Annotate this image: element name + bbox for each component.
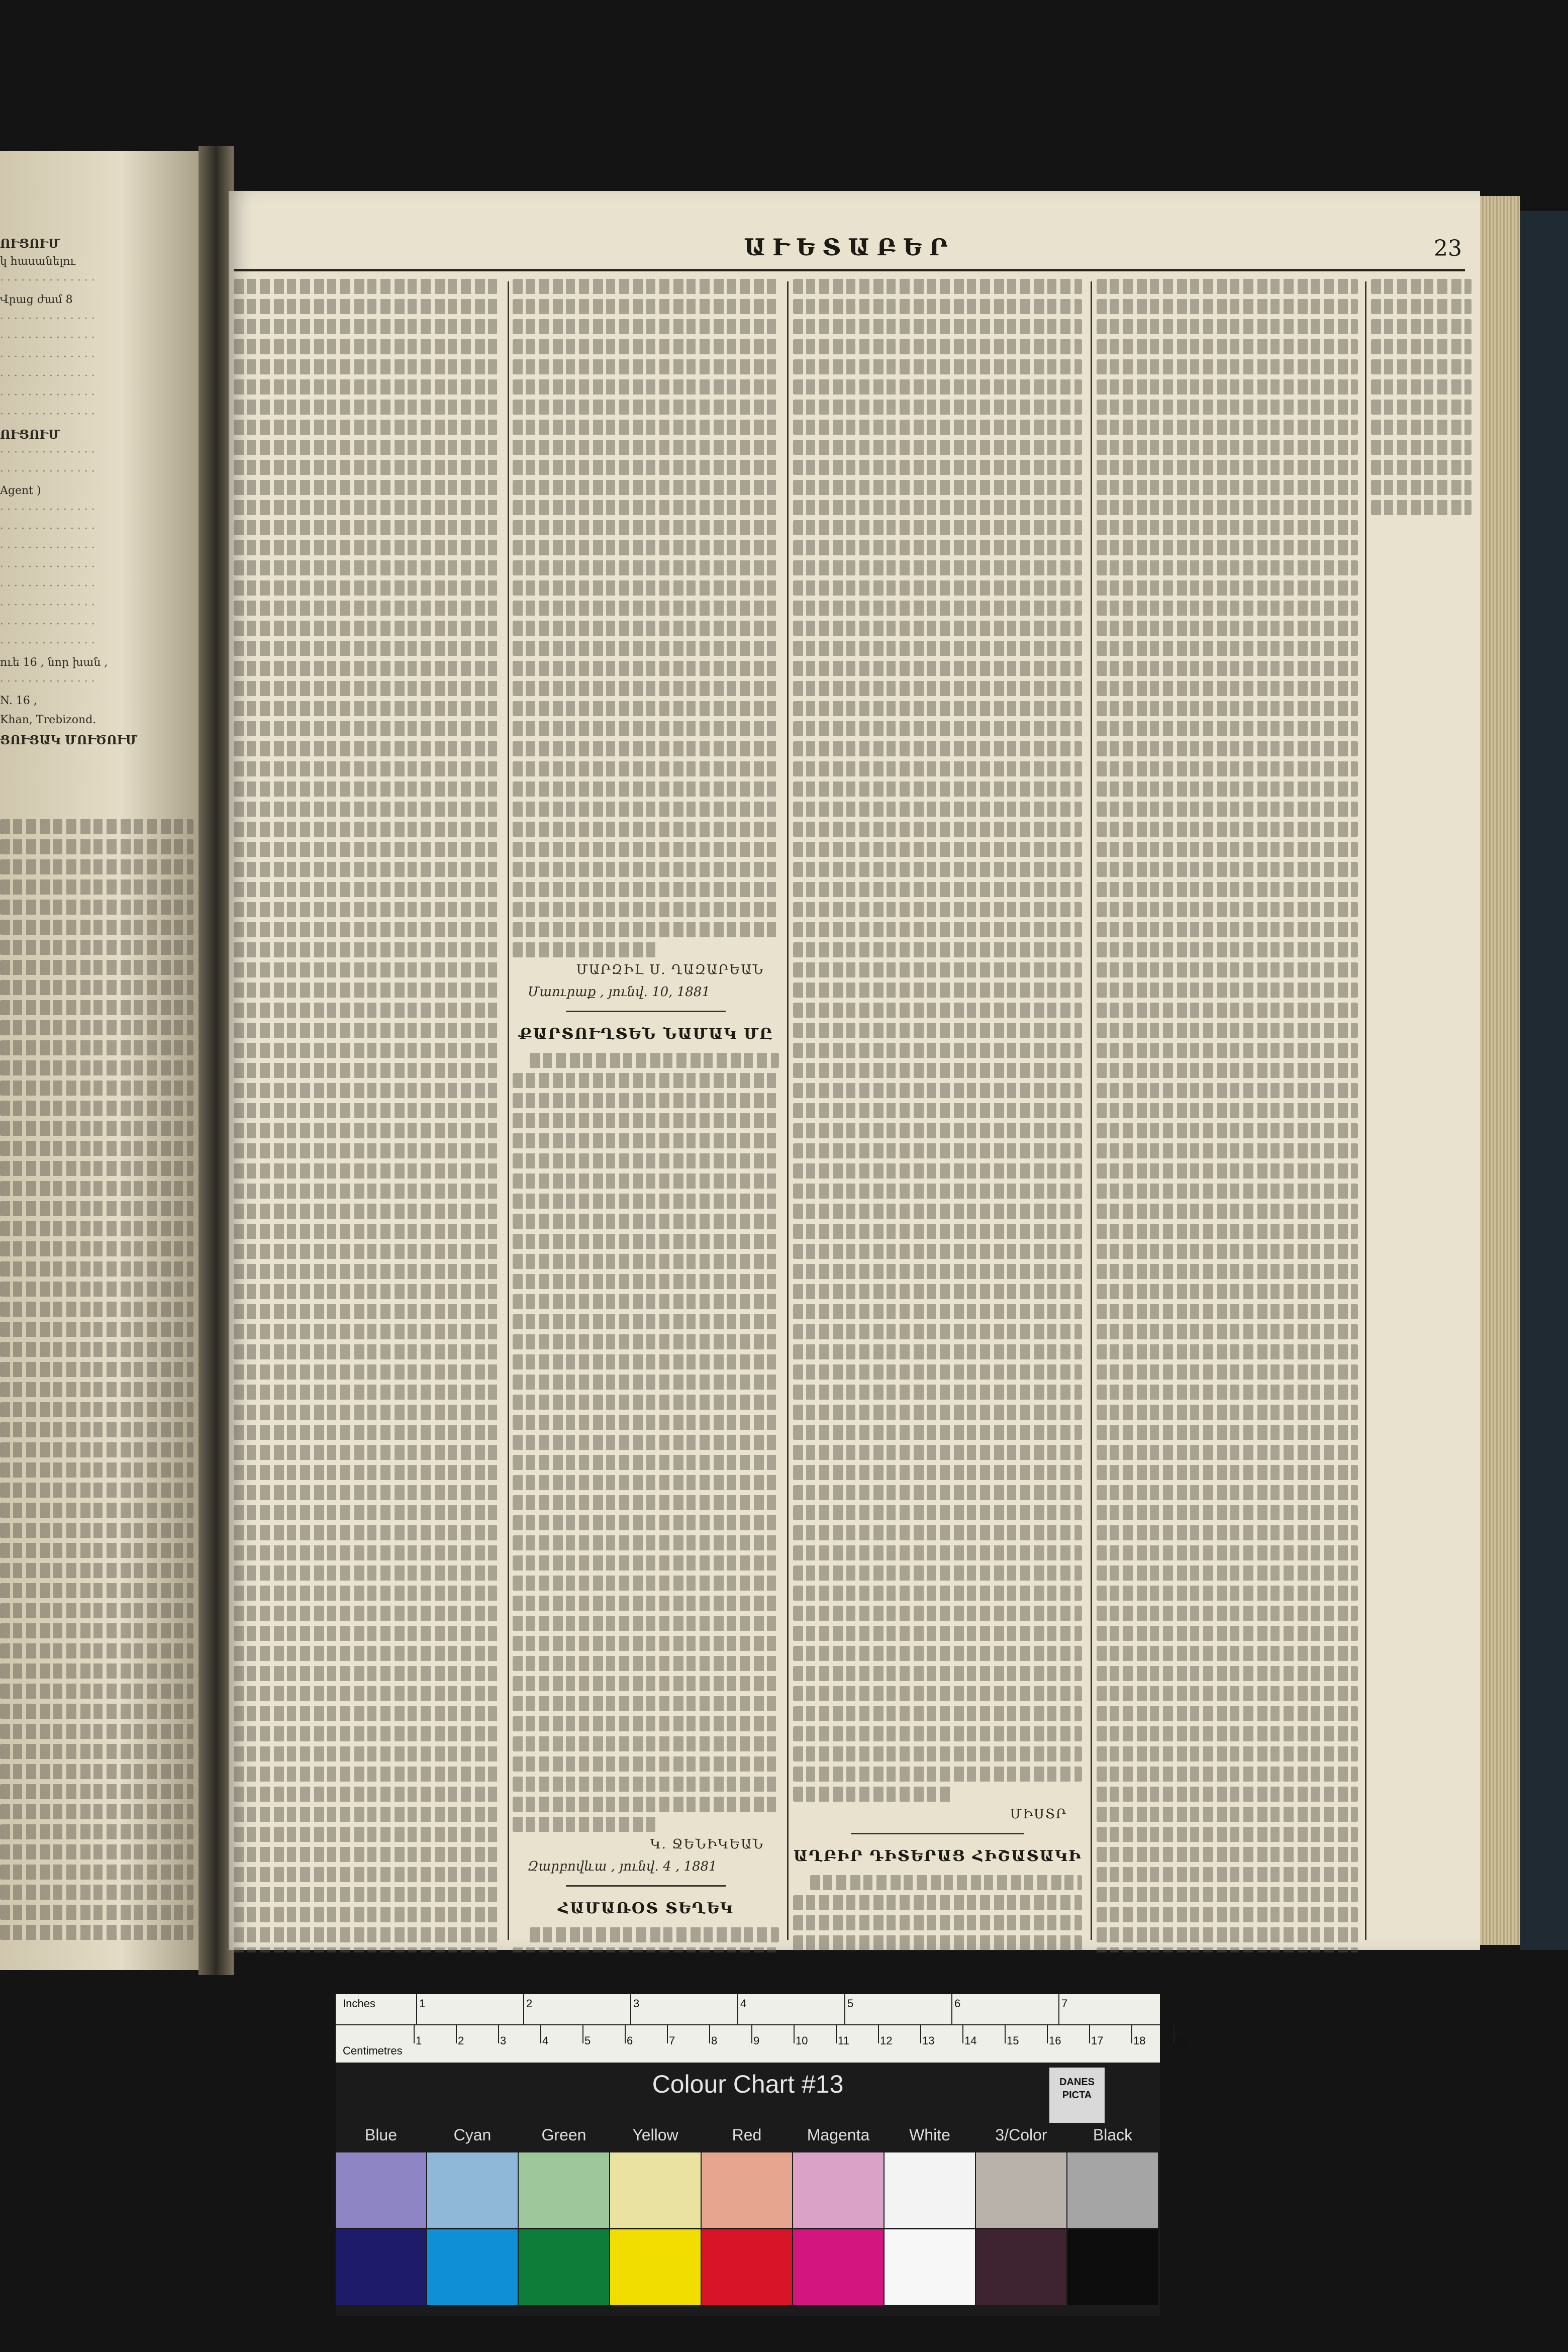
ruler-cm-number: 3 <box>500 2034 507 2047</box>
swatch-light <box>885 2152 975 2228</box>
signature: ՄԻՍՏՐ <box>1010 1807 1067 1822</box>
ruler-inch-number: 6 <box>954 1997 961 2010</box>
ruler-cm-tick <box>582 2025 583 2043</box>
swatch-label: 3/Color <box>995 2126 1047 2144</box>
ruler-cm-tick <box>709 2025 710 2043</box>
article-heading: ՀԱՄԱՌՕՏ ՏԵՂԵԿ <box>557 1900 734 1917</box>
swatch-dark <box>610 2229 701 2305</box>
ruler-cm-tick <box>414 2025 415 2043</box>
running-header <box>234 234 1465 271</box>
ruler-cm-number: 18 <box>1133 2034 1146 2047</box>
column-5 <box>1371 279 1472 1952</box>
ruler-cm-tick <box>498 2025 499 2043</box>
ruler-cm-tick <box>836 2025 837 2043</box>
dateline: Զարբովևա , յունվ. 4 , 1881 <box>528 1859 717 1874</box>
ruler-cm-tick <box>667 2025 668 2043</box>
ruler-cm-tick <box>625 2025 626 2043</box>
ruler-inch-number: 3 <box>633 1997 640 2010</box>
left-line: ՑՈՒՑԱԿ ՄՈՒԾՈՒՄ <box>0 733 138 747</box>
ruler-cm-number: 17 <box>1091 2034 1104 2047</box>
ruler-cm-number: 7 <box>669 2034 675 2047</box>
swatch-light <box>336 2152 426 2228</box>
left-page-text: ՈՒՑՈՒՄ կ հասանելու · · · · · · · · · · · · · · Վրաց ժամ 8 · · · · · · · · · · · · · · · · · · · · · · · · · · · · · · · · · · · · · · · · · · · · · · · · · · · · · · · · · · · · · · · · · · · · · · · · · · · · · · · · · · · · ՈՒՑՈՒՄ · · · · · · · · · · · · · · · · · · · · · · · · · · · · Agent ) · · · · · · · · · · · · · · · · · · · · · · · · · · · · · · · · · · · · · · · · · · · · · · · · · · · · · · · · · · · · · · · · · · · · · · · · · · · · · · · · · · · · · · · · · · · · · · · · · · · · · · · · · · · · · · · · ուե 16 , նոր խան , · · · · · · · · · · · · · · N. 16 , Khan, Trebizond. ՑՈՒՑԱԿ ՄՈՒԾՈՒՄ <box>0 236 193 752</box>
ruler-inch-number: 2 <box>526 1997 533 2010</box>
column-1 <box>234 279 500 1952</box>
swatch-light <box>702 2152 792 2228</box>
ruler-cm-tick <box>1173 2025 1174 2043</box>
ruler-inch-tick <box>1058 1994 1059 2024</box>
swatch-dark <box>1067 2229 1158 2305</box>
ruler-cm-number: 2 <box>458 2034 464 2047</box>
left-line: Վրաց ժամ 8 <box>0 293 73 306</box>
left-page-body <box>0 819 193 1945</box>
left-page <box>0 151 201 1970</box>
swatch-label: Green <box>541 2126 586 2144</box>
book-cover <box>1520 211 1568 1950</box>
column-3 <box>793 279 1082 1952</box>
column-rule <box>1365 281 1366 1940</box>
article-heading: ԱՂԲԻՐ ԴԻՏԵՐԱՑ ՀԻՇԱՏԱԿԻ <box>793 1847 1082 1865</box>
ruler-inches-label: Inches <box>343 1997 375 2010</box>
left-line: ՈՒՑՈՒՄ <box>0 236 60 250</box>
swatch-label: Yellow <box>632 2126 678 2144</box>
swatch-light <box>976 2152 1066 2228</box>
colour-chart <box>336 1994 1188 2316</box>
swatch-light <box>427 2152 518 2228</box>
swatch-dark <box>793 2229 884 2305</box>
swatch-label: Cyan <box>453 2126 492 2144</box>
swatch-dark <box>885 2229 975 2305</box>
ruler-inch-number: 5 <box>847 1997 854 2010</box>
ruler-cm-tick <box>920 2025 921 2043</box>
swatch-dark <box>519 2229 609 2305</box>
column-rule <box>1091 281 1092 1940</box>
swatch-light <box>793 2152 884 2228</box>
swatch-label: Blue <box>364 2126 398 2144</box>
swatch-dark <box>427 2229 518 2305</box>
ruler-cm-number: 15 <box>1007 2034 1019 2047</box>
ruler <box>336 1994 1188 2063</box>
left-line: կ հասանելու <box>0 255 76 268</box>
swatch-light <box>610 2152 701 2228</box>
ruler-cm-number: 8 <box>711 2034 718 2047</box>
left-line: Khan, Trebizond. <box>0 714 96 726</box>
left-line: N. 16 , <box>0 695 37 707</box>
ruler-inch-tick <box>844 1994 845 2024</box>
ruler-cm-number: 14 <box>964 2034 977 2047</box>
ruler-cm-tick <box>1131 2025 1132 2043</box>
ruler-cm-tick <box>878 2025 879 2043</box>
ruler-cm-tick <box>794 2025 795 2043</box>
ruler-inch-number: 7 <box>1061 1997 1068 2010</box>
ruler-inch-tick <box>630 1994 631 2024</box>
left-line: ուե 16 , նոր խան , <box>0 656 108 669</box>
swatch-light <box>519 2152 609 2228</box>
ruler-inch-tick <box>416 1994 417 2024</box>
swatch-dark <box>702 2229 792 2305</box>
ruler-cm-tick <box>1089 2025 1090 2043</box>
column-rule <box>508 281 509 1940</box>
swatch-dark <box>976 2229 1066 2305</box>
ruler-cm-number: 13 <box>922 2034 935 2047</box>
ruler-cm-tick <box>1047 2025 1048 2043</box>
swatch-label: Red <box>732 2126 762 2144</box>
ruler-cm-number: 4 <box>542 2034 549 2047</box>
article-heading: ՔԱՐՏՈՒՂՏԵՆ ՆԱՄԱԿ ՄԸ <box>518 1025 773 1043</box>
swatch-label: Black <box>1093 2126 1133 2144</box>
ruler-inch-number: 1 <box>419 1997 426 2010</box>
ruler-inch-tick <box>951 1994 952 2024</box>
colour-chart-title: Colour Chart #13 <box>652 2070 844 2098</box>
ruler-cm-tick <box>540 2025 541 2043</box>
left-line: Agent ) <box>0 484 41 497</box>
ruler-cm-tick <box>456 2025 457 2043</box>
ruler-inch-tick <box>523 1994 524 2024</box>
page-number: 23 <box>1434 236 1462 261</box>
swatch-dark <box>336 2229 426 2305</box>
swatch-label: Magenta <box>807 2126 870 2144</box>
ruler-cm-number: 11 <box>838 2034 849 2047</box>
signature: Կ. ՋԵՆԻԿԵԱՆ <box>650 1837 764 1852</box>
page-title: ԱՒԵՏԱԲԵՐ <box>744 234 955 261</box>
ruler-inch-tick <box>737 1994 738 2024</box>
column-rule <box>787 281 789 1940</box>
column-2 <box>513 279 779 1952</box>
ruler-cm-number: 9 <box>753 2034 760 2047</box>
danes-picta-logo: DANES PICTA <box>1049 2068 1105 2123</box>
ruler-cm-tick <box>751 2025 752 2043</box>
ruler-cm-number: 1 <box>416 2034 422 2047</box>
ruler-cm-tick <box>1005 2025 1006 2043</box>
ruler-cm-number: 6 <box>627 2034 633 2047</box>
ruler-cm-number: 10 <box>796 2034 808 2047</box>
dateline: Մաուրաք , յունվ. 10, 1881 <box>528 985 710 1000</box>
ruler-cm-number: 16 <box>1049 2034 1061 2047</box>
swatch-light <box>1067 2152 1158 2228</box>
ruler-cm-number: 19 <box>1175 2034 1188 2047</box>
ruler-cm-label: Centimetres <box>343 2044 403 2057</box>
page-edges <box>1480 196 1520 1945</box>
ruler-cm-tick <box>962 2025 963 2043</box>
signature: ՄԱՐԶԻԼ Ս. ՂԱԶԱՐԵԱՆ <box>576 962 764 977</box>
left-line: ՈՒՑՈՒՄ <box>0 427 60 441</box>
ruler-inch-number: 4 <box>740 1997 747 2010</box>
ruler-cm-number: 5 <box>584 2034 591 2047</box>
ruler-cm-number: 12 <box>880 2034 893 2047</box>
swatch-label: White <box>909 2126 950 2144</box>
